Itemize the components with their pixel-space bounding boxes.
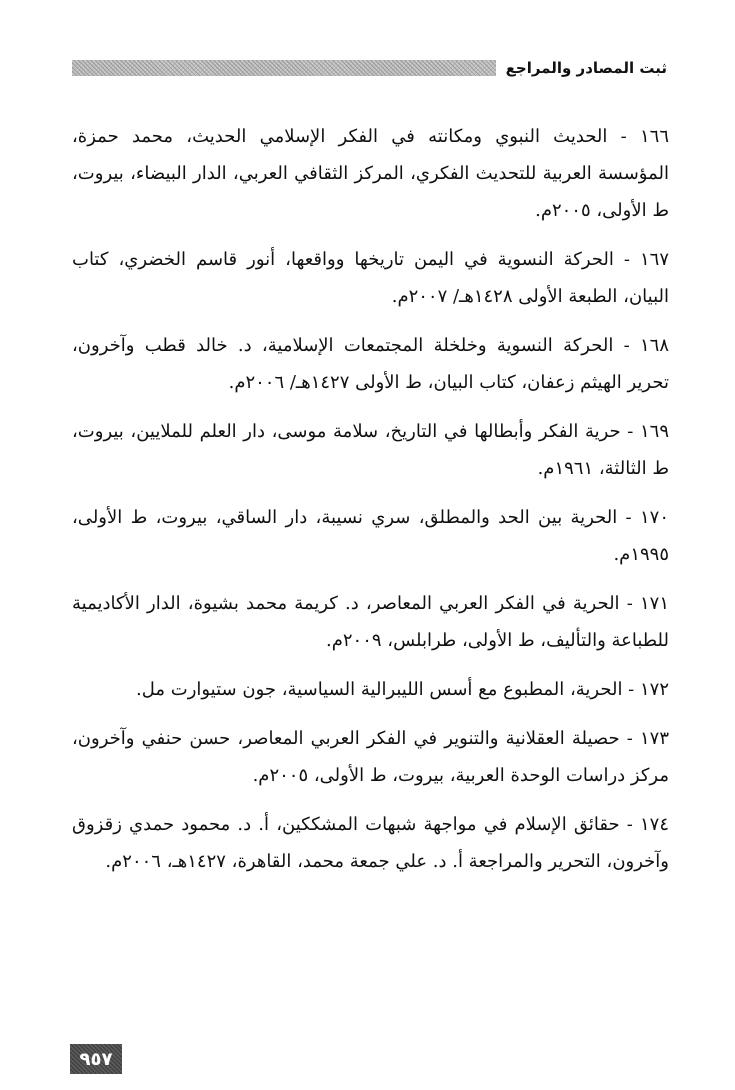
bibliography-entry-172: ١٧٢ - الحرية، المطبوع مع أسس الليبرالية السياسية، جون ستيوارت مل. xyxy=(136,679,669,700)
header-decorative-bar xyxy=(72,60,496,76)
bibliography-entry-170: ١٧٠ - الحرية بين الحد والمطلق، سري نسيبة، دار الساقي، بيروت، ط الأولى، ١٩٩٥م. xyxy=(72,507,669,565)
page-number: ٩٥٧ xyxy=(70,1044,122,1074)
bibliography-list xyxy=(72,118,669,892)
bibliography-entry-169: ١٦٩ - حرية الفكر وأبطالها في التاريخ، سلامة موسى، دار العلم للملايين، بيروت، ط الثالثة، ١٩٦١م. xyxy=(72,421,669,479)
bibliography-entry-168: ١٦٨ - الحركة النسوية وخلخلة المجتمعات الإسلامية، د. خالد قطب وآخرون، تحرير الهيثم زعفان، كتاب البيان، ط الأولى ١٤٢٧هـ/ ٢٠٠٦م. xyxy=(72,335,669,393)
bibliography-entry-167: ١٦٧ - الحركة النسوية في اليمن تاريخها وواقعها، أنور قاسم الخضري، كتاب البيان، الطبعة الأولى ١٤٢٨هـ/ ٢٠٠٧م. xyxy=(72,249,669,307)
running-header xyxy=(72,56,667,80)
bibliography-entry-171: ١٧١ - الحرية في الفكر العربي المعاصر، د. كريمة محمد بشيوة، الدار الأكاديمية للطباعة والتأليف، ط الأولى، طرابلس، ٢٠٠٩م. xyxy=(72,593,669,651)
bibliography-entry-166: ١٦٦ - الحديث النبوي ومكانته في الفكر الإسلامي الحديث، محمد حمزة، المؤسسة العربية للتحديث الفكري، المركز الثقافي العربي، الدار البيضاء، بيروت، ط الأولى، ٢٠٠٥م. xyxy=(72,126,669,221)
bibliography-entry-173: ١٧٣ - حصيلة العقلانية والتنوير في الفكر العربي المعاصر، حسن حنفي وآخرون، مركز دراسات الوحدة العربية، بيروت، ط الأولى، ٢٠٠٥م. xyxy=(72,728,669,786)
bibliography-entry-174: ١٧٤ - حقائق الإسلام في مواجهة شبهات المشككين، أ. د. محمود حمدي زقزوق وآخرون، التحرير والمراجعة أ. د. علي جمعة محمد، القاهرة، ١٤٢٧هـ، ٢٠٠٦م. xyxy=(72,814,669,872)
header-title: ثبت المصادر والمراجع xyxy=(505,59,667,77)
